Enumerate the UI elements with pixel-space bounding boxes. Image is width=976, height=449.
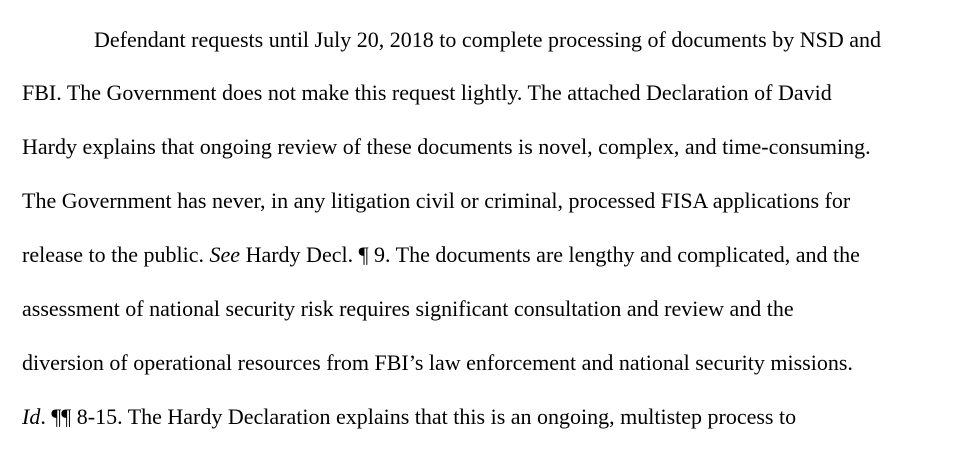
text-line-2: FBI. The Government does not make this request lightly. The attached Declaration of David bbox=[22, 80, 832, 105]
text-line-5-end: Hardy Decl. ¶ 9. The documents are lengthy and complicated, and the bbox=[240, 242, 860, 267]
text-line-5-start: release to the public. bbox=[22, 242, 210, 267]
id-citation-signal: Id bbox=[22, 404, 41, 429]
see-citation-signal: See bbox=[209, 242, 241, 267]
text-line-4: The Government has never, in any litigation civil or criminal, processed FISA applications for bbox=[22, 188, 851, 213]
text-line-6: assessment of national security risk requires significant consultation and review and the bbox=[22, 296, 794, 321]
text-line-8-end: . ¶¶ 8-15. The Hardy Declaration explains that this is an ongoing, multistep process to bbox=[40, 404, 797, 429]
text-line-7: diversion of operational resources from FBI’s law enforcement and national security missions. bbox=[22, 350, 853, 375]
text-line-8 bbox=[22, 404, 796, 430]
text-line-3: Hardy explains that ongoing review of these documents is novel, complex, and time-consuming. bbox=[22, 134, 871, 159]
text-line-5 bbox=[22, 242, 860, 268]
text-line-1: Defendant requests until July 20, 2018 to complete processing of documents by NSD and bbox=[94, 27, 881, 52]
